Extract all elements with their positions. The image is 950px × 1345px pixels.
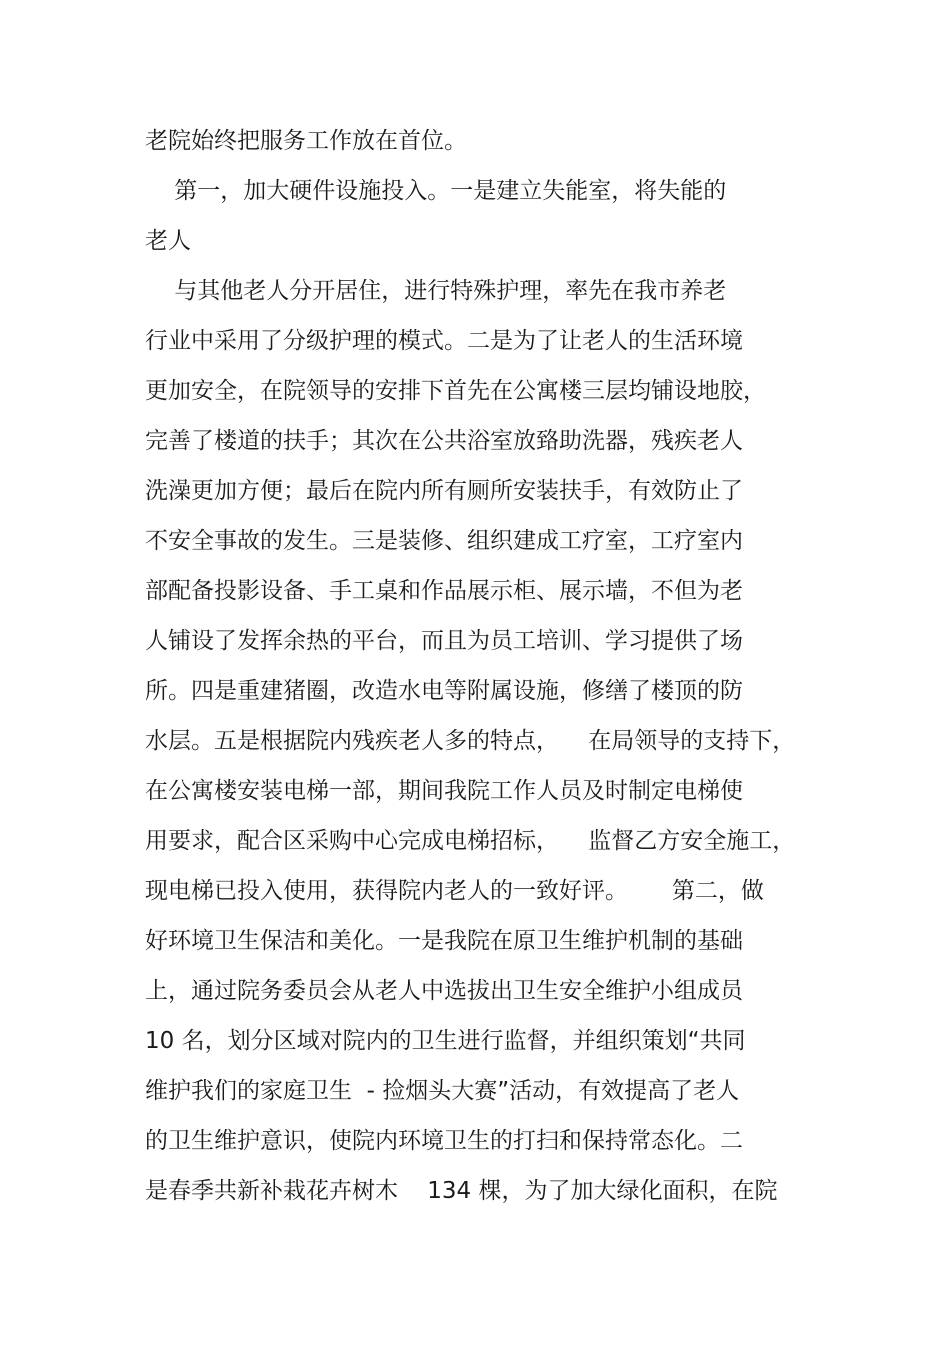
text-line: 老院始终把服务工作放在首位。 xyxy=(145,128,467,154)
text-line: 现电梯已投入使用，获得院内老人的一致好评。 第二，做 xyxy=(145,878,764,904)
text-line: 用要求，配合区采购中心完成电梯招标， 监督乙方安全施工， xyxy=(145,828,796,854)
text-line: 老人 xyxy=(145,228,191,254)
text-line: 水层。五是根据院内残疾老人多的特点， 在局领导的支持下， xyxy=(145,728,796,754)
text-line: 行业中采用了分级护理的模式。二是为了让老人的生活环境 xyxy=(145,328,743,354)
text-line: 的卫生维护意识，使院内环境卫生的打扫和保持常态化。二 xyxy=(145,1128,743,1154)
text-line: 完善了楼道的扶手；其次在公共浴室放臵助洗器，残疾老人 xyxy=(145,428,743,454)
text-line: 上，通过院务委员会从老人中选拔出卫生安全维护小组成员 xyxy=(145,978,743,1004)
text-line: 与其他老人分开居住，进行特殊护理，率先在我市养老 xyxy=(145,278,727,304)
text-line: 更加安全，在院领导的安排下首先在公寓楼三层均铺设地胶， xyxy=(145,378,766,404)
text-line: 人铺设了发挥余热的平台，而且为员工培训、学习提供了场 xyxy=(145,628,743,654)
text-line: 部配备投影设备、手工桌和作品展示柜、展示墙，不但为老 xyxy=(145,578,743,604)
text-line: 不安全事故的发生。三是装修、组织建成工疗室，工疗室内 xyxy=(145,528,743,554)
text-line: 所。四是重建猪圈，改造水电等附属设施，修缮了楼顶的防 xyxy=(145,678,743,704)
text-line: 洗澡更加方便；最后在院内所有厕所安装扶手，有效防止了 xyxy=(145,478,743,504)
text-line: 在公寓楼安装电梯一部，期间我院工作人员及时制定电梯使 xyxy=(145,778,743,804)
text-line: 是春季共新补栽花卉树木 134 棵，为了加大绿化面积，在院 xyxy=(145,1178,778,1204)
text-line: 好环境卫生保洁和美化。一是我院在原卫生维护机制的基础 xyxy=(145,928,743,954)
text-line: 维护我们的家庭卫生 - 捡烟头大赛”活动，有效提高了老人 xyxy=(145,1078,740,1104)
text-line: 10 名，划分区域对院内的卫生进行监督，并组织策划“共同 xyxy=(145,1028,746,1054)
text-line: 第一，加大硬件设施投入。一是建立失能室，将失能的 xyxy=(145,178,727,204)
